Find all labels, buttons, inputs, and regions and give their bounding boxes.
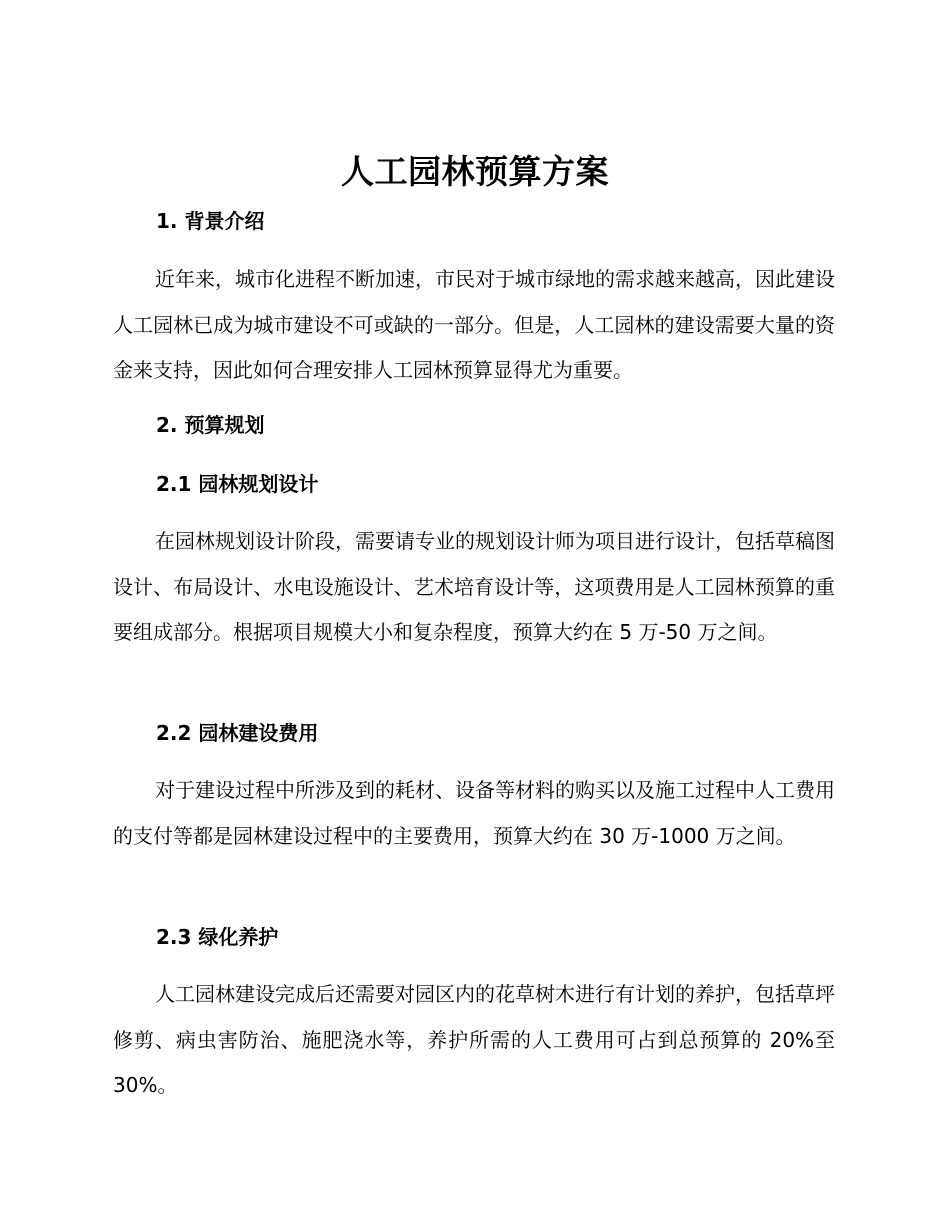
section-paragraph-landscape-design: 在园林规划设计阶段，需要请专业的规划设计师为项目进行设计，包括草稿图设计、布局设计、水电设施设计、艺术培育设计等，这项费用是人工园林预算的重要组成部分。根据项目规模大小和复杂程度，预算大约在 5 万-50 万之间。 — [113, 529, 835, 644]
section-heading-greening-maintenance: 2.3 绿化养护 — [156, 925, 279, 949]
section-heading-construction-cost: 2.2 园林建设费用 — [156, 721, 319, 745]
section-paragraph-construction-cost: 对于建设过程中所涉及到的耗材、设备等材料的购买以及施工过程中人工费用的支付等都是园林建设过程中的主要费用，预算大约在 30 万-1000 万之间。 — [113, 778, 835, 848]
section-heading-landscape-design: 2.1 园林规划设计 — [156, 472, 319, 496]
document-title: 人工园林预算方案 — [341, 152, 609, 191]
section-paragraph-greening-maintenance: 人工园林建设完成后还需要对园区内的花草树木进行有计划的养护，包括草坪修剪、病虫害防治、施肥浇水等，养护所需的人工费用可占到总预算的 20%至 30%。 — [113, 982, 835, 1097]
section-paragraph-background: 近年来，城市化进程不断加速，市民对于城市绿地的需求越来越高，因此建设人工园林已成为城市建设不可或缺的一部分。但是，人工园林的建设需要大量的资金来支持，因此如何合理安排人工园林预算显得尤为重要。 — [113, 267, 835, 382]
section-heading-background: 1. 背景介绍 — [156, 209, 265, 233]
section-heading-budget-planning: 2. 预算规划 — [156, 413, 265, 437]
